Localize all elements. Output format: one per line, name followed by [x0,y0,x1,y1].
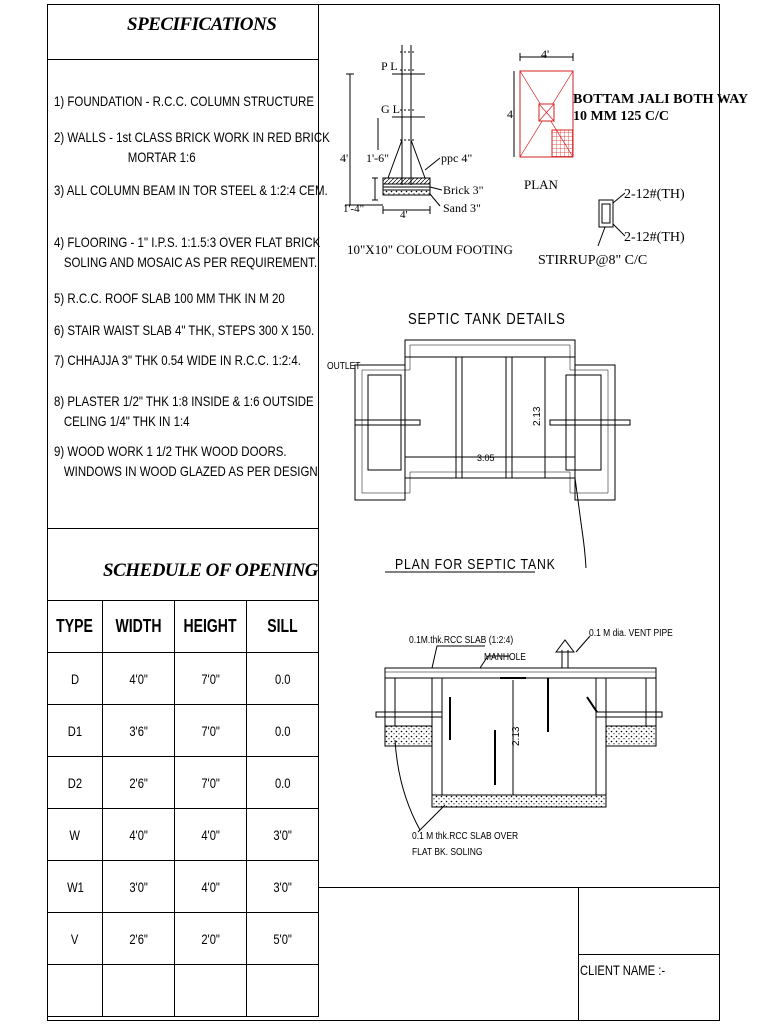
cell-height: 4'0" [175,809,247,861]
outlet-label: OUTLET [327,360,361,372]
outlet-chamber [566,375,601,470]
bar-bottom-label: 2-12#(TH) [624,230,685,245]
cell-height: 7'0" [175,757,247,809]
plan-label: PLAN [524,177,558,192]
ppc-label: ppc 4" [441,151,473,165]
outlet-pipe [550,420,630,425]
offset-label: 1'-6" [366,151,390,165]
vent-leader [576,636,590,652]
spec-item-text-cont: SOLING AND MOSAIC AS PER REQUIREMENT. [63,254,318,270]
base-leader-2 [418,805,445,832]
cell-width: 3'6" [103,705,175,757]
depth-label: 4' [340,151,349,165]
cell-type: W [48,809,103,861]
spec-item-text: 5) R.C.C. ROOF SLAB 100 MM THK IN M 20 [54,290,285,306]
spec-item-text: 7) CHHAJJA 3" THK 0.54 WIDE IN R.C.C. 1:2:4. [54,352,301,368]
cell-type: D [48,653,103,705]
spec-item-text: 8) PLASTER 1/2" THK 1:8 INSIDE & 1:6 OUTSIDE [54,393,314,409]
spec-item-text-cont: CELING 1/4" THK IN 1:4 [63,413,190,429]
vent-pipe [556,640,574,668]
septic-plan-caption: PLAN FOR SEPTIC TANK [395,555,556,573]
schedule-title: SCHEDULE OF OPENING [103,560,319,581]
plan-dim-side: 4' [507,107,516,121]
cell-sill: 3'0" [247,809,319,861]
base-leader-1 [395,740,420,830]
cell-width: 2'6" [103,913,175,965]
plan-leader [575,478,586,568]
stirrup-inner [602,204,610,223]
header-width: WIDTH [103,601,175,653]
gl-label: G L [381,102,400,116]
cell-width: 3'0" [103,861,175,913]
spec-item-text: 9) WOOD WORK 1 1/2 THK WOOD DOORS. [54,443,287,459]
vent-pipe-label: 0.1 M dia. VENT PIPE [589,627,673,639]
rebar-note-line2: 10 MM 125 C/C [573,109,670,124]
cell-height: 4'0" [175,861,247,913]
slab-note: 0.1M.thk.RCC SLAB (1:2:4) [409,634,514,646]
stirrup-drawing [598,193,625,246]
rcc-cover-slab [385,668,656,678]
pl-label: P L [381,59,398,73]
cell-height: 7'0" [175,653,247,705]
cell-width: 4'0" [103,809,175,861]
rebar-note-line1: BOTTAM JALI BOTH WAY [573,92,749,107]
spec-item-text: 4) FLOORING - 1" I.P.S. 1:1.5:3 OVER FLAT BRICK [54,234,321,250]
inlet-pipe [355,420,420,425]
rebar-mesh-corner [552,130,573,157]
spec-item-text-cont: MORTAR 1:6 [127,149,196,165]
tank-length-label: 3.05 [477,453,495,463]
header-height: HEIGHT [175,601,247,653]
brick-label: Brick 3" [443,183,484,197]
cell-sill: 0.0 [247,653,319,705]
cell-sill: 0.0 [247,757,319,809]
section-depth-label: 2.13 [511,726,522,746]
pcc-layer [383,178,430,184]
septic-details-title: SEPTIC TANK DETAILS [408,310,566,329]
sand-layer [383,190,430,195]
bar-top-label: 2-12#(TH) [624,187,685,202]
cell-type: D2 [48,757,103,809]
cell-height: 7'0" [175,705,247,757]
stirrup-leader [598,227,605,246]
cell-width: 4'0" [103,653,175,705]
footing-width-label: 4' [400,209,408,221]
spec-item-text: 1) FOUNDATION - R.C.C. COLUMN STRUCTURE [54,93,315,109]
cell-height: 2'0" [175,913,247,965]
base-slab-note-2: FLAT BK. SOLING [412,846,483,858]
header-type: TYPE [48,601,103,653]
plan-dim-top: 4' [541,47,550,61]
ppc-leader [425,158,440,170]
slab-leader [432,646,485,668]
right-ground-fill [606,726,656,746]
base-slab [432,795,606,807]
spec-item-text-cont: WINDOWS IN WOOD GLAZED AS PER DESIGN [63,463,318,479]
base-slab-note-1: 0.1 M thk.RCC SLAB OVER [412,830,519,842]
cell-sill: 0.0 [247,705,319,757]
inlet-chamber [368,375,401,470]
footing-caption: 10"X10" COLOUM FOOTING [347,242,513,257]
cell-type: D1 [48,705,103,757]
spec-item-text: 2) WALLS - 1st CLASS BRICK WORK IN RED BRICK [54,129,330,145]
footing-plan-drawing [514,53,573,157]
tank-width-label: 2.13 [532,406,543,426]
cell-type: W1 [48,861,103,913]
manhole-label: MANHOLE [484,651,526,663]
header-sill: SILL [247,601,319,653]
cell-sill: 3'0" [247,861,319,913]
base-label: 1'-4" [343,203,365,215]
pedestal-splay [388,140,425,178]
left-ground-fill [385,726,432,746]
cell-type: V [48,913,103,965]
specifications-title: SPECIFICATIONS [127,14,277,35]
spec-item-text: 6) STAIR WAIST SLAB 4" THK, STEPS 300 X 150. [54,322,315,338]
spec-item-text: 3) ALL COLUMN BEAM IN TOR STEEL & 1:2:4 CEM. [54,182,328,198]
cell-sill: 5'0" [247,913,319,965]
cell-width: 2'6" [103,757,175,809]
stirrup-label: STIRRUP@8" C/C [538,253,648,268]
client-name-label: CLIENT NAME :- [580,962,666,978]
sand-label: Sand 3" [443,201,481,215]
